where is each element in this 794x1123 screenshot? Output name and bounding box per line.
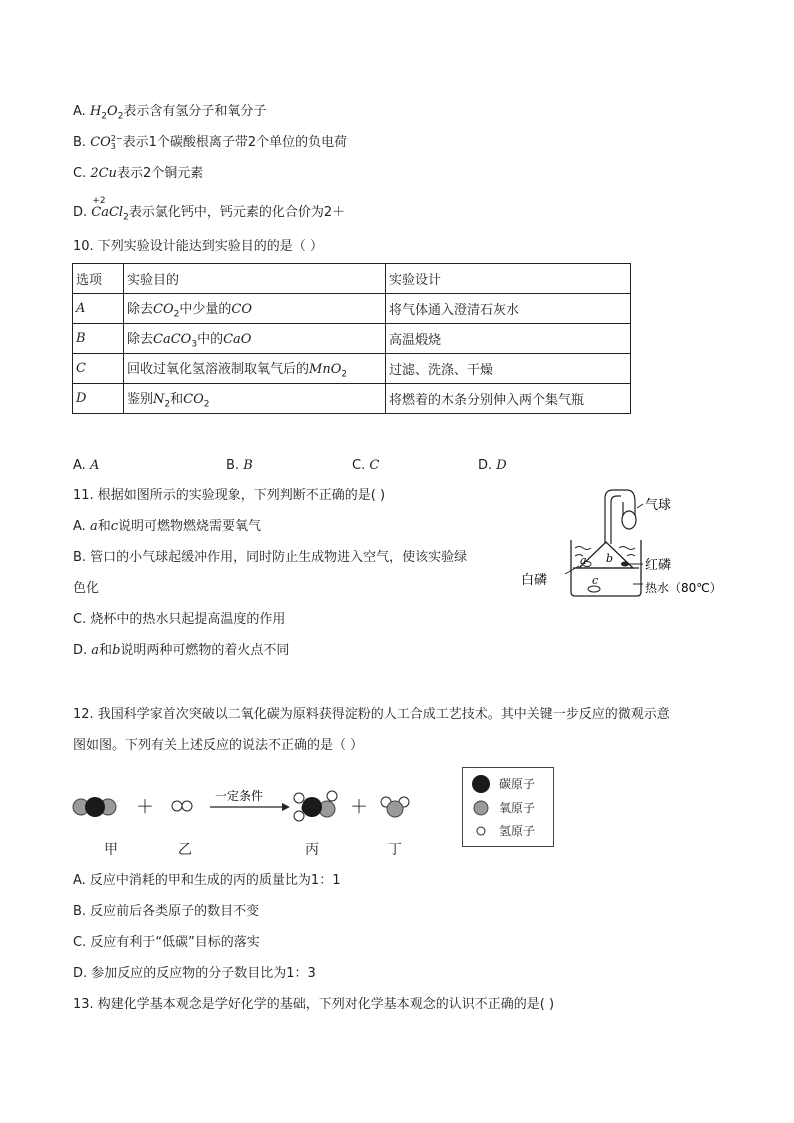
q12-option-b: B. 反应前后各类原子的数目不变 [73, 904, 260, 919]
label-b: b [606, 552, 614, 565]
legend-oxygen: 氧原子 [499, 801, 536, 815]
table-row [73, 384, 631, 414]
combustion-apparatus-figure [515, 484, 730, 602]
reaction-condition: 一定条件 [215, 789, 264, 803]
hydrogen-atom [182, 801, 192, 811]
q11-option-a: A. a和c说明可燃物燃烧需要氧气 [73, 519, 262, 534]
table-cell-design: 高温煅烧 [386, 324, 631, 354]
red-phosphorus-b [621, 562, 629, 567]
table-row [73, 354, 631, 384]
table-header-cell: 实验设计 [386, 264, 631, 294]
table-cell-design: 将燃着的木条分别伸入两个集气瓶 [386, 384, 631, 414]
table-header-row [73, 264, 631, 294]
table-cell-design: 过滤、洗涤、干燥 [386, 354, 631, 384]
balloon-shape [622, 511, 636, 529]
q11-option-b-line2: 色化 [73, 581, 100, 596]
q12-option-a: A. 反应中消耗的甲和生成的丙的质量比为1：1 [73, 873, 341, 888]
table-cell-purpose: 除去CaCO$_3$中的CaO [124, 324, 386, 354]
q12-option-c: C. 反应有利于“低碳”目标的落实 [73, 935, 260, 950]
q9-option-b: B. CO 2− 3 表示1个碳酸根离子带2个单位的负电荷 [73, 133, 348, 151]
molecule-label-yi: 乙 [178, 842, 192, 858]
legend-carbon: 碳原子 [499, 777, 536, 791]
molecule-label-ding: 丁 [388, 842, 402, 858]
q11-question: 11. 根据如图所示的实验现象，下列判断不正确的是( ) [73, 488, 386, 503]
q10-option-b: B. B [226, 458, 253, 473]
reaction-diagram [70, 782, 420, 832]
q11-option-c: C. 烧杯中的热水只起提高温度的作用 [73, 612, 286, 627]
q13-question: 13. 构建化学基本观念是学好化学的基础，下列对化学基本观念的认识不正确的是( ) [73, 997, 555, 1012]
table-cell-option: C [73, 354, 124, 384]
table-cell-design: 将气体通入澄清石灰水 [386, 294, 631, 324]
carbon-atom [302, 797, 322, 817]
atom-legend [462, 767, 554, 847]
table-header-cell: 选项 [73, 264, 124, 294]
plus-sign: ＋ [350, 797, 368, 818]
q10-option-d: D. D [478, 458, 507, 473]
q10-option-c: C. C [352, 458, 380, 473]
hydrogen-swatch [477, 827, 485, 835]
q11-option-b-line1: B. 管口的小气球起缓冲作用，同时防止生成物进入空气，使该实验绿 [73, 550, 468, 565]
valence-mark: +2 [92, 196, 106, 206]
molecule-label-jia: 甲 [104, 842, 118, 858]
q10-option-a: A. A [73, 458, 100, 473]
oxygen-atom [387, 801, 403, 817]
carbon-swatch [472, 775, 490, 793]
hydrogen-atom [172, 801, 182, 811]
label-hot-water: 热水（80℃） [645, 581, 722, 595]
table-cell-option: B [73, 324, 124, 354]
table-cell-purpose: 回收过氧化氢溶液制取氧气后的MnO$_2$ [124, 354, 386, 384]
table-cell-option: D [73, 384, 124, 414]
table-header-cell: 实验目的 [124, 264, 386, 294]
q12-question-line2: 图如图。下列有关上述反应的说法不正确的是（ ） [73, 738, 364, 753]
label-a: a [580, 554, 587, 567]
q9-option-a: A. $H_2O_2$表示含有氢分子和氧分子 [73, 104, 267, 122]
hydrogen-atom [327, 791, 337, 801]
label-balloon: 气球 [645, 498, 672, 513]
molecule-label-bing: 丙 [305, 842, 319, 858]
q9-option-c: C. 2Cu表示2个铜元素 [73, 166, 204, 181]
q12-question-line1: 12. 我国科学家首次突破以二氧化碳为原料获得淀粉的人工合成工艺技术。其中关键一步反应的微观示意 [73, 707, 670, 722]
q10-question: 10. 下列实验设计能达到实验目的的是（ ） [73, 239, 323, 254]
q10-table [72, 263, 631, 414]
table-row [73, 324, 631, 354]
table-row [73, 294, 631, 324]
legend-swatches [471, 772, 495, 842]
q12-option-d: D. 参加反应的反应物的分子数目比为1：3 [73, 966, 316, 981]
hydrogen-atom [294, 811, 304, 821]
table-cell-purpose: 除去$CO_2$中少量的CO [124, 294, 386, 324]
table-cell-option: A [73, 294, 124, 324]
label-red-phosphorus: 红磷 [645, 558, 672, 573]
carbon-atom [85, 797, 105, 817]
q11-option-d: D. a和b说明两种可燃物的着火点不同 [73, 643, 290, 658]
hydrogen-atom [294, 793, 304, 803]
plus-sign: ＋ [136, 797, 154, 818]
oxygen-swatch [474, 801, 488, 815]
label-c: c [592, 574, 599, 587]
table-cell-purpose: 鉴别$N_2$和$CO_2$ [124, 384, 386, 414]
label-white-phosphorus: 白磷 [521, 573, 548, 588]
q9-option-d: D. +2 CaCl$_2$表示氯化钙中，钙元素的化合价为2＋ [73, 204, 345, 227]
legend-hydrogen: 氢原子 [499, 824, 536, 838]
